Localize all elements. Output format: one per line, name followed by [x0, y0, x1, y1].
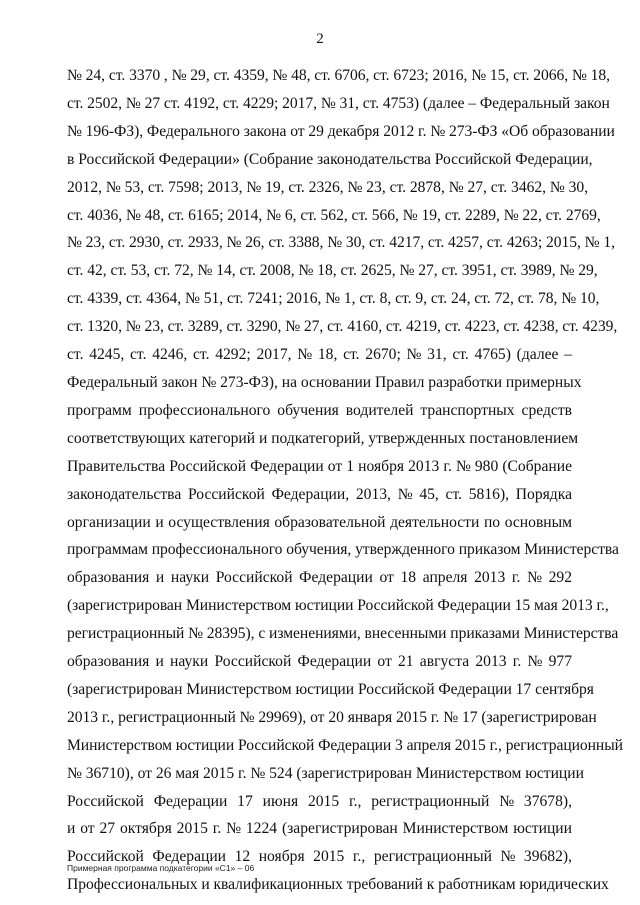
text-line: ст. 42, ст. 53, ст. 72, № 14, ст. 2008, № 18, ст. 2625, № 27, ст. 3951, ст. 3989, № 29,	[67, 262, 598, 280]
text-line: образования и науки Российской Федерации от 21 августа 2013 г. № 977	[67, 653, 572, 671]
text-line: законодательства Российской Федерации, 2013, № 45, ст. 5816), Порядка	[67, 485, 572, 503]
text-line: № 24, ст. 3370 , № 29, ст. 4359, № 48, ст. 6706, ст. 6723; 2016, № 15, ст. 2066, № 18,	[67, 67, 611, 84]
text-line: № 196-ФЗ), Федерального закона от 29 декабря 2012 г. № 273-ФЗ «Об образовании	[67, 122, 615, 140]
body-paragraph	[67, 62, 623, 899]
text-line: Профессиональных и квалификационных требований к работникам юридических	[67, 876, 609, 894]
text-line: регистрационный № 28395), с изменениями, внесенными приказами Министерства	[67, 625, 619, 643]
text-line: № 36710), от 26 мая 2015 г. № 524 (зарегистрирован Министерством юстиции	[67, 764, 584, 782]
text-line: ст. 4339, ст. 4364, № 51, ст. 7241; 2016, № 1, ст. 8, ст. 9, ст. 24, ст. 72, ст. 78, № 10,	[67, 290, 600, 308]
text-line: Российской Федерации 12 ноября 2015 г., регистрационный № 39682),	[67, 848, 572, 866]
text-line: 2012, № 53, ст. 7598; 2013, № 19, ст. 2326, № 23, ст. 2878, № 27, ст. 3462, № 30,	[67, 178, 589, 196]
text-line: в Российской Федерации» (Собрание законодательства Российской Федерации,	[67, 150, 593, 168]
text-line: программ профессионального обучения водителей транспортных средств	[67, 401, 572, 419]
page-number: 2	[316, 31, 324, 47]
text-line: ст. 1320, № 23, ст. 3289, ст. 3290, № 27, ст. 4160, ст. 4219, ст. 4223, ст. 4238, ст. 4239,	[67, 318, 618, 336]
text-line: Министерством юстиции Российской Федерации 3 апреля 2015 г., регистрационный	[67, 736, 623, 754]
text-line: программам профессионального обучения, утвержденного приказом Министерства	[67, 541, 619, 559]
text-line: (зарегистрирован Министерством юстиции Российской Федерации 17 сентября	[67, 680, 594, 698]
text-line: ст. 4036, № 48, ст. 6165; 2014, № 6, ст. 562, ст. 566, № 19, ст. 2289, № 22, ст. 2769,	[67, 206, 601, 224]
text-line: соответствующих категорий и подкатегорий, утвержденных постановлением	[67, 429, 579, 447]
text-line: № 23, ст. 2930, ст. 2933, № 26, ст. 3388, № 30, ст. 4217, ст. 4257, ст. 4263; 2015, № 1,	[67, 234, 615, 252]
text-line: ст. 4245, ст. 4246, ст. 4292; 2017, № 18, ст. 2670; № 31, ст. 4765) (далее –	[67, 346, 572, 364]
text-line: Правительства Российской Федерации от 1 ноября 2013 г. № 980 (Собрание	[67, 457, 572, 475]
text-line: образования и науки Российской Федерации от 18 апреля 2013 г. № 292	[67, 569, 572, 587]
text-line: Федеральный закон № 273-ФЗ), на основании Правил разработки примерных	[67, 373, 582, 391]
text-line: и от 27 октября 2015 г. № 1224 (зарегистрирован Министерством юстиции	[67, 820, 572, 838]
text-line: организации и осуществления образовательной деятельности по основным	[67, 513, 572, 531]
text-line: 2013 г., регистрационный № 29969), от 20 января 2015 г. № 17 (зарегистрирован	[67, 708, 597, 726]
text-line: Российской Федерации 17 июня 2015 г., регистрационный № 37678),	[67, 792, 572, 810]
text-line: (зарегистрирован Министерством юстиции Российской Федерации 15 мая 2013 г.,	[67, 597, 609, 615]
footer-note: Примерная программа подкатегории «С1» – 06	[67, 863, 255, 873]
text-line: ст. 2502, № 27 ст. 4192, ст. 4229; 2017, № 31, ст. 4753) (далее – Федеральный закон	[67, 94, 610, 112]
